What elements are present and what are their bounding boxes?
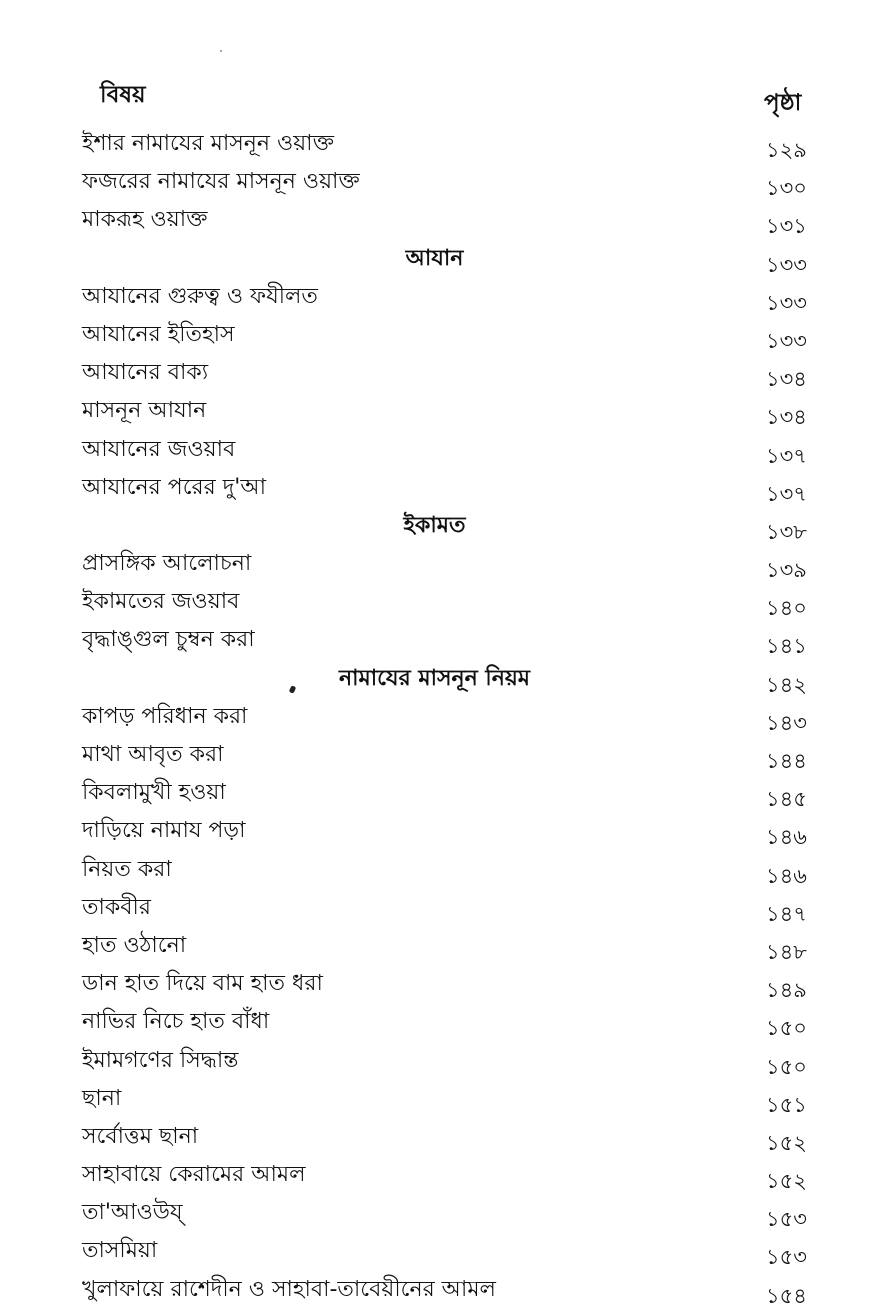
entry-title: সাহাবায়ে কেরামের আমল [82, 1162, 306, 1188]
page-number: ১৩০ [766, 176, 807, 201]
toc-entry-row [0, 1041, 869, 1079]
toc-entry-row [0, 315, 869, 353]
toc-entry-row [0, 277, 869, 315]
entry-title: কাপড় পরিধান করা [82, 703, 248, 729]
page-number: ১৩৮ [766, 519, 807, 544]
entry-title: নাভির নিচে হাত বাঁধা [82, 1009, 270, 1035]
entry-title: মাকরূহ ওয়াক্ত [82, 207, 208, 233]
page-number: ১৩৩ [766, 252, 807, 277]
toc-entry-row [0, 582, 869, 620]
toc-entry-row [0, 811, 869, 849]
page-number: ১৫০ [766, 1054, 807, 1079]
entry-title: আযানের পরের দু'আ [82, 474, 267, 500]
page-number: ১৫২ [766, 1130, 807, 1155]
page-number: ১৪২ [766, 672, 807, 697]
toc-entry-row [0, 697, 869, 735]
entry-title: আযানের গুরুত্ব ও ফযীলত [82, 283, 318, 309]
page-number: ১৫২ [766, 1169, 807, 1194]
toc-section-heading-row [0, 239, 869, 277]
page-number: ১৪৫ [766, 787, 807, 812]
toc-entry-row [0, 162, 869, 200]
toc-section-heading-row [0, 659, 869, 697]
page-number: ১৪৪ [766, 749, 807, 773]
page-number: ১৩৩ [766, 328, 807, 353]
page-number: ১৪৭ [766, 901, 807, 926]
toc-entry-row [0, 964, 869, 1002]
page-number: ১৩১ [766, 214, 807, 239]
entry-title: কিবলামুখী হওয়া [82, 780, 226, 806]
entry-title: হাত ওঠানো [82, 932, 187, 958]
toc-entry-row [0, 773, 869, 811]
page-number: ১৪৬ [766, 863, 807, 888]
page-number: ১৩৩ [766, 290, 807, 315]
entry-title: মাসনূন আযান [82, 398, 207, 424]
page-number: ১২৯ [766, 138, 807, 162]
page-number: ১৫৪ [766, 1283, 807, 1308]
toc-entry-row [0, 620, 869, 658]
toc-entry-row [0, 200, 869, 238]
toc-entry-row [0, 1117, 869, 1155]
scan-speck [220, 50, 222, 52]
page-number: ১৫১ [766, 1092, 807, 1117]
toc-entry-row [0, 353, 869, 391]
toc-entry-row [0, 1270, 869, 1308]
toc-entry-row [0, 391, 869, 429]
entry-title: ইমামগণের সিদ্ধান্ত [82, 1047, 239, 1073]
toc-entry-row [0, 850, 869, 888]
entry-title: আযানের ইতিহাস [82, 321, 235, 347]
toc-entry-row [0, 468, 869, 506]
page-column-heading: পৃষ্ঠা [764, 90, 802, 116]
entry-title: দাড়িয়ে নামায পড়া [82, 818, 246, 844]
toc-entry-row [0, 1231, 869, 1269]
toc-entry-row [0, 1193, 869, 1231]
section-heading: আযান [405, 245, 464, 271]
entry-title: ডান হাত দিয়ে বাম হাত ধরা [82, 971, 323, 997]
entry-title: আযানের জওয়াব [82, 436, 236, 462]
page-number: ১৪৮ [766, 939, 807, 964]
topic-column-heading: বিষয় [100, 82, 146, 108]
toc-entry-row [0, 1155, 869, 1193]
entry-title: নিয়ত করা [82, 856, 172, 882]
entry-title: ছানা [82, 1085, 122, 1111]
page-number: ১৫৩ [766, 1245, 807, 1270]
section-heading: ইকামত [403, 512, 466, 538]
entry-title: তা'আওউয্ [82, 1200, 183, 1226]
page-number: ১৩৪ [766, 367, 807, 392]
page-number: ১৪৯ [766, 978, 807, 1003]
page-number: ১৩৭ [766, 481, 807, 506]
entry-title: খুলাফায়ে রাশেদীন ও সাহাবা-তাবেয়ীনের আমল [82, 1276, 496, 1302]
entry-title: মাথা আবৃত করা [82, 742, 224, 767]
page-number: ১৪০ [766, 596, 807, 621]
page-number: ১৫০ [766, 1016, 807, 1041]
toc-entry-row [0, 124, 869, 162]
page-number: ১৪৬ [766, 825, 807, 850]
entry-title: সর্বোত্তম ছানা [82, 1123, 199, 1149]
page-number: ১৩৭ [766, 443, 807, 468]
entry-title: ইকামতের জওয়াব [82, 589, 240, 615]
toc-entry-row [0, 1002, 869, 1040]
entry-title: তাসমিয়া [82, 1238, 158, 1264]
toc-entry-row [0, 1079, 869, 1117]
toc-entry-row [0, 926, 869, 964]
toc-entry-row [0, 544, 869, 582]
toc-entry-row [0, 888, 869, 926]
page-number: ১৩৯ [766, 558, 807, 583]
entry-title: ফজরের নামাযের মাসনূন ওয়াক্ত [82, 169, 360, 195]
entry-title: তাকবীর [82, 894, 151, 920]
toc-header [0, 76, 869, 116]
section-heading: নামাযের মাসনূন নিয়ম [338, 665, 531, 691]
toc-entry-row [0, 430, 869, 468]
toc-entry-row [0, 735, 869, 773]
toc-section-heading-row [0, 506, 869, 544]
entry-title: প্রাসঙ্গিক আলোচনা [82, 551, 252, 577]
page-number: ১৫৩ [766, 1207, 807, 1232]
page-number: ১৩৪ [766, 405, 807, 430]
toc-list [0, 124, 869, 1308]
page-number: ১৪১ [766, 634, 807, 659]
page-number: ১৪৩ [766, 710, 807, 735]
entry-title: আযানের বাক্য [82, 360, 209, 386]
entry-title: ইশার নামাযের মাসনূন ওয়াক্ত [82, 131, 334, 156]
entry-title: বৃদ্ধাঙ্গুল চুম্বন করা [82, 627, 255, 653]
